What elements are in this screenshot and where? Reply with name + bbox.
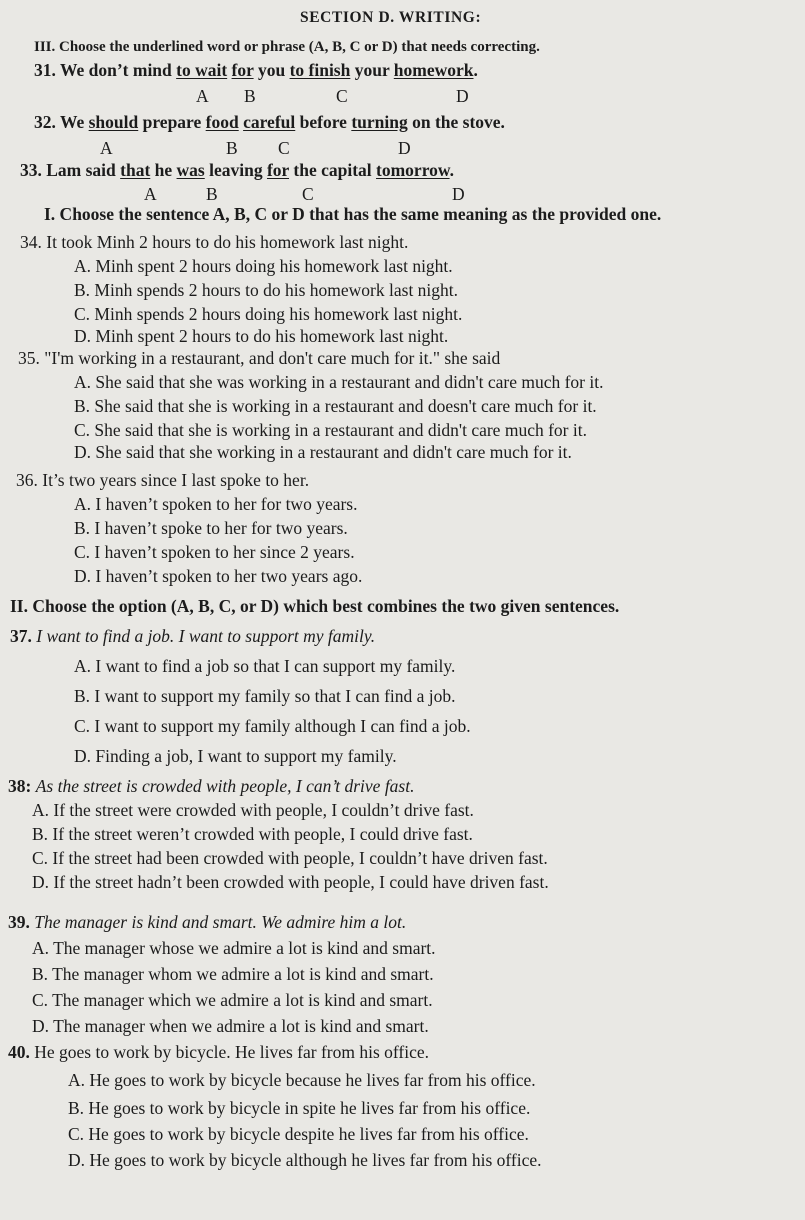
q33-text-2: he	[150, 160, 177, 180]
q31-text-4: your	[350, 60, 394, 80]
q37-option-b: B. I want to support my family so that I can find a job.	[74, 686, 456, 706]
q31-text-5: .	[473, 60, 478, 80]
q32-underline-b: food	[205, 112, 239, 132]
q32-text-2: prepare	[138, 112, 206, 132]
q36-option-b: B. I haven’t spoke to her for two years.	[74, 518, 348, 538]
q34-stem: 34. It took Minh 2 hours to do his homework last night.	[20, 232, 409, 252]
q34-option-b: B. Minh spends 2 hours to do his homework last night.	[74, 280, 459, 300]
q37-option-c: C. I want to support my family although I can find a job.	[74, 716, 471, 736]
q33-text-3: leaving	[204, 160, 267, 180]
q31-underline-c: to finish	[289, 60, 351, 80]
q39-option-b: B. The manager whom we admire a lot is kind and smart.	[32, 964, 434, 984]
q40-stem: He goes to work by bicycle. He lives far from his office.	[34, 1042, 430, 1062]
q37-option-a: A. I want to find a job so that I can support my family.	[74, 656, 456, 676]
q33-text-5: .	[449, 160, 454, 180]
question-31	[34, 60, 478, 80]
q35-option-d: D. She said that she working in a restaurant and didn't care much for it.	[74, 442, 572, 462]
q37-option-d: D. Finding a job, I want to support my family.	[74, 746, 397, 766]
q32-label-a: A	[100, 138, 113, 158]
q31-underline-a: to wait	[176, 60, 228, 80]
q38-option-c: C. If the street had been crowded with people, I couldn’t have driven fast.	[32, 848, 548, 868]
q34-option-c: C. Minh spends 2 hours doing his homework last night.	[74, 304, 463, 324]
q31-label-c: C	[336, 86, 348, 106]
q35-option-a: A. She said that she was working in a restaurant and didn't care much for it.	[74, 372, 604, 392]
part2-instruction: II. Choose the option (A, B, C, or D) which best combines the two given sentences.	[10, 596, 620, 616]
q31-underline-b: for	[231, 60, 254, 80]
q37-number: 37.	[10, 626, 32, 646]
q32-underline-c: careful	[243, 112, 296, 132]
q32-label-d: D	[398, 138, 411, 158]
q33-underline-d: tomorrow	[376, 160, 450, 180]
q32-number: 32.	[34, 112, 56, 132]
question-38	[8, 776, 414, 796]
q31-underline-d: homework	[393, 60, 474, 80]
q32-text-4: before	[295, 112, 352, 132]
section-title: SECTION D. WRITING:	[300, 9, 482, 26]
q33-text-1: Lam said	[46, 160, 121, 180]
question-32	[34, 112, 505, 132]
part1-instruction: I. Choose the sentence A, B, C or D that has the same meaning as the provided one.	[44, 204, 662, 224]
q36-option-c: C. I haven’t spoken to her since 2 years.	[74, 542, 355, 562]
q31-text-3: you	[253, 60, 290, 80]
q40-option-c: C. He goes to work by bicycle despite he lives far from his office.	[68, 1124, 529, 1144]
q31-label-b: B	[244, 86, 256, 106]
q33-label-d: D	[452, 184, 465, 204]
q33-label-b: B	[206, 184, 218, 204]
q35-stem: 35. "I'm working in a restaurant, and don't care much for it." she said	[18, 348, 501, 368]
q40-option-d: D. He goes to work by bicycle although he lives far from his office.	[68, 1150, 542, 1170]
q39-number: 39.	[8, 912, 30, 932]
q32-underline-a: should	[88, 112, 139, 132]
q32-label-c: C	[278, 138, 290, 158]
q33-underline-b: was	[176, 160, 205, 180]
question-40	[8, 1042, 429, 1062]
q32-underline-d: turning	[351, 112, 408, 132]
q36-option-a: A. I haven’t spoken to her for two years.	[74, 494, 358, 514]
q31-label-d: D	[456, 86, 469, 106]
q39-option-a: A. The manager whose we admire a lot is kind and smart.	[32, 938, 436, 958]
q40-number: 40.	[8, 1042, 30, 1062]
q39-stem: The manager is kind and smart. We admire him a lot.	[34, 912, 407, 932]
q38-option-b: B. If the street weren’t crowded with people, I could drive fast.	[32, 824, 473, 844]
q32-text-5: on the stove.	[407, 112, 505, 132]
q34-option-a: A. Minh spent 2 hours doing his homework last night.	[74, 256, 453, 276]
q38-stem: As the street is crowded with people, I can’t drive fast.	[35, 776, 415, 796]
q36-option-d: D. I haven’t spoken to her two years ago.	[74, 566, 363, 586]
question-37	[10, 626, 375, 646]
q31-number: 31.	[34, 60, 56, 80]
q40-option-b: B. He goes to work by bicycle in spite he lives far from his office.	[68, 1098, 531, 1118]
q40-option-a: A. He goes to work by bicycle because he lives far from his office.	[68, 1070, 536, 1090]
q39-option-c: C. The manager which we admire a lot is kind and smart.	[32, 990, 433, 1010]
q39-option-d: D. The manager when we admire a lot is kind and smart.	[32, 1016, 429, 1036]
q38-option-d: D. If the street hadn’t been crowded with people, I could have driven fast.	[32, 872, 549, 892]
q33-text-4: the capital	[289, 160, 377, 180]
q32-label-b: B	[226, 138, 238, 158]
q37-stem: I want to find a job. I want to support my family.	[36, 626, 376, 646]
q36-stem: 36. It’s two years since I last spoke to her.	[16, 470, 310, 490]
q35-option-c: C. She said that she is working in a restaurant and didn't care much for it.	[74, 420, 587, 440]
question-33	[20, 160, 454, 180]
q31-text-1: We don’t mind	[59, 60, 177, 80]
q33-underline-c: for	[266, 160, 290, 180]
part3-instruction: III. Choose the underlined word or phrase (A, B, C or D) that needs correcting.	[34, 39, 540, 55]
q32-text-1: We	[59, 112, 89, 132]
q38-option-a: A. If the street were crowded with people, I couldn’t drive fast.	[32, 800, 474, 820]
q38-number: 38:	[8, 776, 32, 796]
q33-underline-a: that	[120, 160, 151, 180]
q33-number: 33.	[20, 160, 42, 180]
q34-option-d: D. Minh spent 2 hours to do his homework last night.	[74, 326, 449, 346]
question-39	[8, 912, 406, 932]
q35-option-b: B. She said that she is working in a restaurant and doesn't care much for it.	[74, 396, 597, 416]
q31-label-a: A	[196, 86, 209, 106]
q33-label-a: A	[144, 184, 157, 204]
q33-label-c: C	[302, 184, 314, 204]
